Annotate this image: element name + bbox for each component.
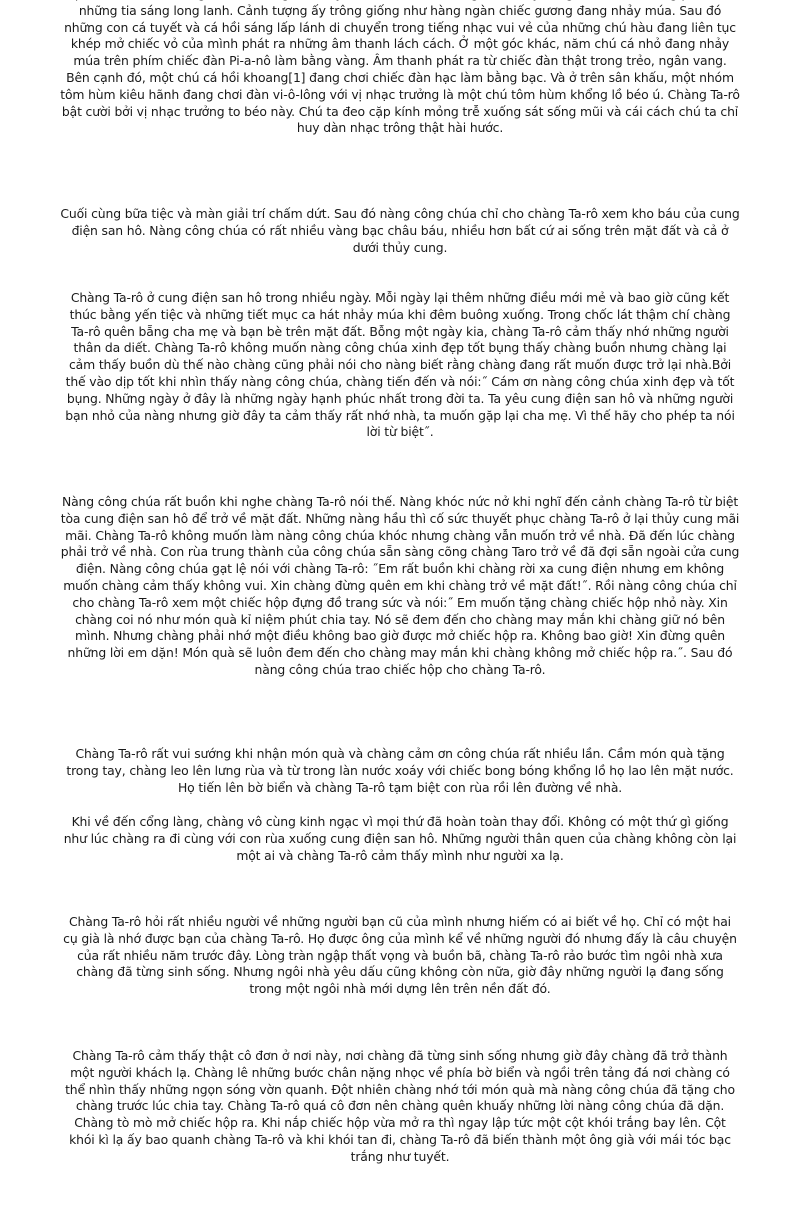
story-paragraph-treasure: Cuối cùng bữa tiệc và màn giải trí chấm dứt. Sau đó nàng công chúa chỉ cho chàng Ta-rô xem kho báu của cung điện san hô. Nàng công chúa có rất nhiều vàng bạc châu báu, nhiều hơn bất cứ ai sống trên mặt đất và cả ở dưới thủy cung. xyxy=(60,206,740,255)
story-paragraph-orchestra: những tia sáng long lanh. Cảnh tượng ấy trông giống như hàng ngàn chiếc gương đang nhảy múa. Sau đó những con cá tuyết và cá hồi sáng lấp lánh di chuyển trong tiếng nhạc vui vẻ của những chú hàu đang liên tục khép mở chiếc vỏ của mình phát ra những âm thanh lách cách. Ở một góc khác, năm chú cá nhỏ đang nhảy múa trên phím chiếc đàn Pi-a-nô làm bằng vàng. Âm thanh phát ra từ chiếc đàn thật trong trẻo, ngân vang. Bên cạnh đó, một chú cá hồi khoang[1] đang chơi chiếc đàn hạc làm bằng bạc. Và ở trên sân khấu, một nhóm tôm hùm kiêu hãnh đang chơi đàn vi-ô-lông với vị nhạc trưởng là một chú tôm hùm khổng lồ béo ú. Chàng Ta-rô bật cười bởi vị nhạc trưởng to béo này. Chú ta đeo cặp kính mỏng trễ xuống sát sống mũi và cái cách chú ta chỉ huy dàn nhạc trông thật hài hước. xyxy=(60,2,740,136)
story-paragraph-old-friends: Chàng Ta-rô hỏi rất nhiều người về những người bạn cũ của mình nhưng hiếm có ai biết về họ. Chỉ có một hai cụ già là nhớ được bạn của chàng Ta-rô. Họ được ông của mình kể về những người đó nhưng đấy là câu chuyện của rất nhiều năm trước đây. Lòng tràn ngập thất vọng và buồn bã, chàng Ta-rô rảo bước tìm ngôi nhà xưa chàng đã từng sinh sống. Nhưng ngôi nhà yêu dấu cũng không còn nữa, giờ đây những người lạ đang sống trong một ngôi nhà mới dựng lên trên nền đất đó. xyxy=(63,914,737,997)
story-paragraph-return: Chàng Ta-rô rất vui sướng khi nhận món quà và chàng cảm ơn công chúa rất nhiều lần. Cầm món quà tặng trong tay, chàng leo lên lưng rùa và từ trong làn nước xoáy với chiếc bong bóng khổng lồ họ lao lên mặt nước. Họ tiến lên bờ biển và chàng Ta-rô tạm biệt con rùa rồi lên đường về nhà. xyxy=(66,746,734,795)
story-paragraph-homesick: Chàng Ta-rô ở cung điện san hô trong nhiều ngày. Mỗi ngày lại thêm những điều mới mẻ và bao giờ cũng kết thúc bằng yến tiệc và những tiết mục ca hát nhảy múa khi đêm buông xuống. Trong chốc lát thậm chí chàng Ta-rô quên bẵng cha mẹ và bạn bè trên mặt đất. Bỗng một ngày kia, chàng Ta-rô cảm thấy nhớ những người thân da diết. Chàng Ta-rô không muốn nàng công chúa xinh đẹp tốt bụng thấy chàng buồn nhưng chàng lại cảm thấy buồn dù thế nào chàng cũng phải nói cho nàng biết rằng chàng đang rất muốn được trở lại nhà.Bởi thế vào dịp tốt khi nhìn thấy nàng công chúa, chàng tiến đến và nói:˝ Cám ơn nàng công chúa xinh đẹp và tốt bụng. Những ngày ở đây là những ngày hạnh phúc nhất trong đời ta. Ta yêu cung điện san hô và những người bạn nhỏ của nàng nhưng giờ đây ta cảm thấy rất nhớ nhà, ta muốn gặp lại cha mẹ. Vì thế hãy cho phép ta nói lời từ biệt˝. xyxy=(65,290,735,440)
story-paragraph-open-box: Chàng Ta-rô cảm thấy thật cô đơn ở nơi này, nơi chàng đã từng sinh sống nhưng giờ đây chàng đã trở thành một người khách lạ. Chàng lê những bước chân nặng nhọc về phía bờ biển và ngồi trên tảng đá nơi chàng có thể nhìn thấy những ngọn sóng vờn quanh. Đột nhiên chàng nhớ tới món quà mà nàng công chúa đã tặng cho chàng trước lúc chia tay. Chàng Ta-rô quá cô đơn nên chàng quên khuấy những lời nàng công chúa đã dặn. Chàng tò mò mở chiếc hộp ra. Khi nắp chiếc hộp vừa mở ra thì ngay lập tức một cột khói trắng bay lên. Cột khói kì lạ ấy bao quanh chàng Ta-rô và khi khói tan đi, chàng Ta-rô đã biến thành một ông già với mái tóc bạc trắng như tuyết. xyxy=(65,1048,735,1164)
story-paragraph-village: Khi về đến cổng làng, chàng vô cùng kinh ngạc vì mọi thứ đã hoàn toàn thay đổi. Không có một thứ gì giống như lúc chàng ra đi cùng với con rùa xuống cung điện san hô. Những người thân quen của chàng không còn lại một ai và chàng Ta-rô cảm thấy mình như người xa lạ. xyxy=(63,814,737,863)
story-paragraph-farewell-gift: Nàng công chúa rất buồn khi nghe chàng Ta-rô nói thế. Nàng khóc nức nở khi nghĩ đến cảnh chàng Ta-rô từ biệt tòa cung điện san hô để trở về mặt đất. Những nàng hầu thì cố sức thuyết phục chàng Ta-rô ở lại thủy cung mãi mãi. Chàng Ta-rô không muốn làm nàng công chúa khóc nhưng chàng vẫn muốn trở về nhà. Đã đến lúc chàng phải trở về nhà. Con rùa trung thành của công chúa sẵn sàng cõng chàng Taro trở về đã đợi sẵn ngoài cửa cung điện. Nàng công chúa gạt lệ nói với chàng Ta-rô: ˝Em rất buồn khi chàng rời xa cung điện nhưng em không muốn chàng cảm thấy không vui. Xin chàng đừng quên em khi chàng trở về mặt đất!˝. Rồi nàng công chúa chỉ cho chàng Ta-rô xem một chiếc hộp đựng đồ trang sức và nói:˝ Em muốn tặng chàng chiếc hộp nhỏ này. Xin chàng coi nó như món quà kỉ niệm phút chia tay. Nó sẽ đem đến cho chàng may mắn khi chàng giữ nó bên mình. Nhưng chàng phải nhớ một điều không bao giờ được mở chiếc hộp ra. Không bao giờ! Xin đừng quên những lời em dặn! Món quà sẽ luôn đem đến cho chàng may mắn khi chàng không mở chiếc hộp ra.˝. Sau đó nàng công chúa trao chiếc hộp cho chàng Ta-rô. xyxy=(60,494,740,677)
